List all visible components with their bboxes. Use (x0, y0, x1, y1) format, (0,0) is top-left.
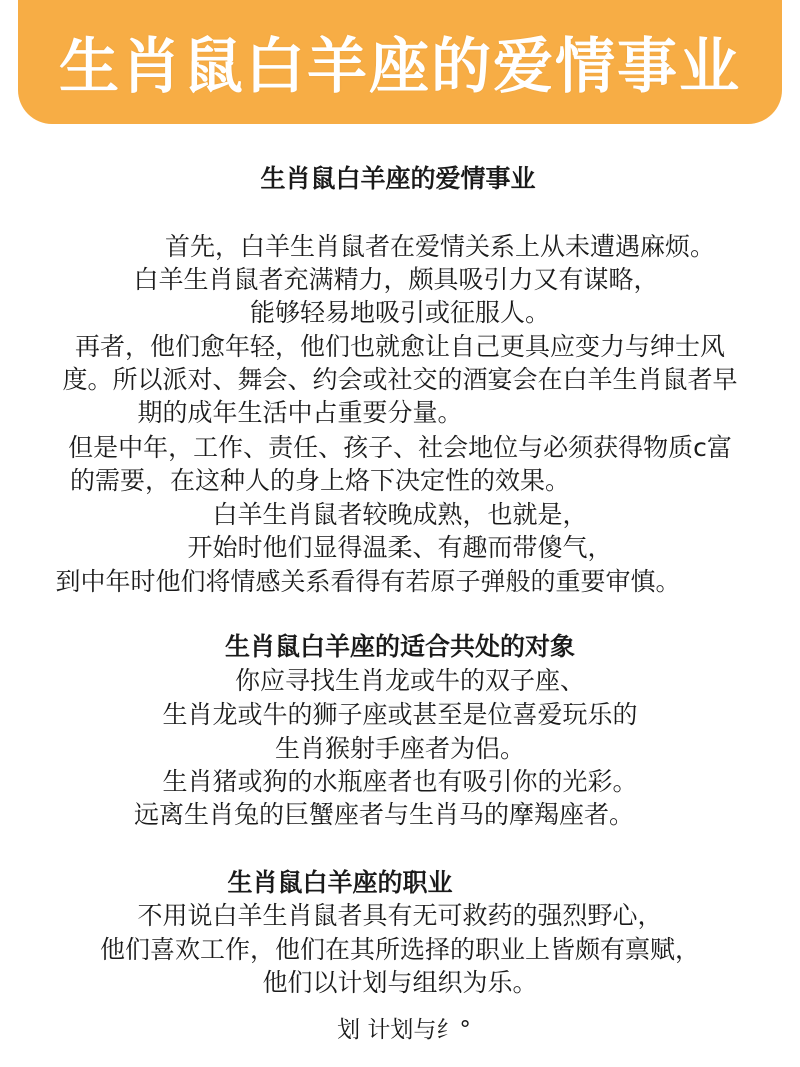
career-paragraph-line: 他们喜欢工作，他们在其所选择的职业上皆颇有禀赋， (99, 935, 700, 964)
love-paragraph-line: 度。所以派对、舞会、约会或社交的酒宴会在白羊生肖鼠者早 (62, 365, 738, 394)
match-paragraph-line: 你应寻找生肖龙或牛的双子座、 (234, 666, 585, 695)
match-paragraph-line: 生肖猪或狗的水瓶座者也有吸引你的光彩。 (162, 767, 638, 796)
love-paragraph-line: 到中年时他们将情感关系看得有若原子弹般的重要审慎。 (55, 567, 681, 596)
match-paragraph-line: 生肖猴射手座者为侣。 (274, 734, 525, 763)
match-paragraph-line: 生肖龙或牛的狮子座或甚至是位喜爱玩乐的 (162, 700, 638, 729)
love-paragraph-line: 首先，白羊生肖鼠者在爱情关系上从未遭遇麻烦。 (164, 232, 715, 261)
love-paragraph-line: 期的成年生活中占重要分量。 (137, 398, 463, 427)
love-paragraph-line: 再者，他们愈年轻，他们也就愈让自己更具应变力与绅士风 (74, 332, 725, 361)
career-paragraph-line: 不用说白羊生肖鼠者具有无可救药的强烈野心， (137, 901, 663, 930)
love-section-heading: 生肖鼠白羊座的爱情事业 (260, 164, 536, 193)
title-banner (18, 0, 782, 124)
love-paragraph-line: 白羊生肖鼠者充满精力，颇具吸引力又有谋略， (133, 265, 659, 294)
love-paragraph-line: 开始时他们显得温柔、有趣而带傻气， (187, 533, 613, 562)
career-trailing-text: 划 计划与纟° (337, 1017, 471, 1043)
career-section-heading: 生肖鼠白羊座的职业 (227, 868, 453, 897)
love-paragraph-line: 的需要，在这种人的身上烙下决定性的效果。 (69, 466, 570, 495)
love-paragraph-line: 但是中年，工作、责任、孩子、社会地位与必须获得物质c富 (68, 433, 732, 462)
love-paragraph-line: 能够轻易地吸引或征服人。 (249, 298, 550, 327)
banner-title: 生肖鼠白羊座的爱情事业 (59, 32, 741, 102)
match-section-heading: 生肖鼠白羊座的适合共处的对象 (224, 632, 575, 661)
career-paragraph-line: 他们以计划与组织为乐。 (262, 968, 538, 997)
match-paragraph-line: 远离生肖兔的巨蟹座者与生肖马的摩羯座者。 (133, 800, 634, 829)
love-paragraph-line: 白羊生肖鼠者较晚成熟，也就是， (212, 500, 588, 529)
